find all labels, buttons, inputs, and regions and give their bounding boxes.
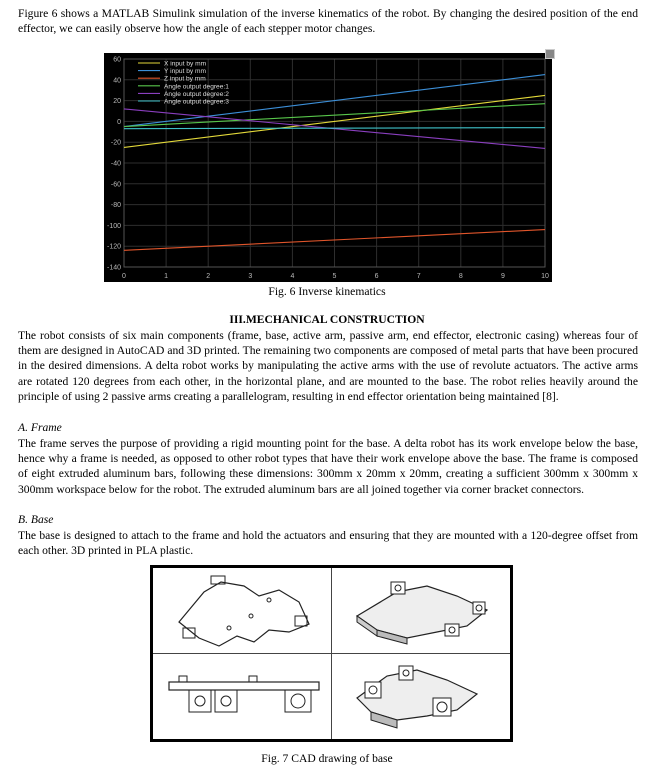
x-tick-label: 5: [332, 273, 337, 280]
legend-label: X input by mm: [164, 60, 207, 68]
y-tick-label: 20: [113, 98, 121, 106]
cad-top-view: [159, 572, 327, 650]
y-tick-label: 40: [113, 77, 121, 85]
y-tick-label: -80: [110, 202, 121, 210]
subsection-a-heading: A. Frame: [18, 421, 62, 434]
y-tick-label: -60: [110, 181, 121, 189]
y-tick-label: 60: [113, 56, 121, 64]
x-tick-label: 10: [541, 273, 549, 280]
x-tick-label: 6: [374, 273, 379, 280]
series-line: [124, 128, 545, 129]
legend-label: Angle output degree:2: [164, 90, 229, 98]
base-paragraph: The base is designed to attach to the frame and hold the actuators and ensuring that they are mounted with a 120-degree offset from each other. 3D printed in PLA plastic.: [18, 529, 638, 558]
section-title: III.MECHANICAL CONSTRUCTION: [229, 313, 425, 326]
fig7-caption: Fig. 7 CAD drawing of base: [261, 752, 393, 765]
intro-paragraph: Figure 6 shows a MATLAB Simulink simulation of the inverse kinematics of the robot. By changing the desired position of the end effector, we can easily observe how the angle of each stepper motor changes.: [18, 7, 638, 36]
x-tick-label: 2: [206, 273, 211, 280]
y-tick-label: -20: [110, 139, 121, 147]
cad-isometric-view-1: [337, 572, 505, 650]
fig6-caption: Fig. 6 Inverse kinematics: [268, 285, 386, 298]
x-tick-label: 9: [500, 273, 505, 280]
x-tick-label: 8: [458, 273, 463, 280]
cad-divider-horizontal: [153, 653, 510, 654]
x-tick-label: 7: [416, 273, 421, 280]
legend-label: Y input by mm: [164, 68, 207, 76]
simulink-scope-chart: [104, 53, 552, 282]
section-paragraph: The robot consists of six main components (frame, base, active arm, passive arm, end effector, electronic casing) whereas four of them are designed in AutoCAD and 3D printed. The remaining two components are composed of metal parts that have been procured in the desired dimensions. A delta robot works by manipulating the active arms with the use of revolute actuators. The active arms are rotated 120 degrees from each other, in the horizontal plane, and are mounted to the base. The robot relies heavily around the principle of using 2 passive arms creating a parallelogram, resulting in end effector orientation being maintained [8].: [18, 329, 638, 403]
scope-expand-icon[interactable]: [545, 49, 555, 59]
x-tick-label: 0: [122, 273, 126, 280]
y-tick-label: -100: [106, 222, 121, 230]
subsection-b-heading: B. Base: [18, 513, 54, 526]
y-tick-label: 0: [117, 118, 121, 126]
cad-drawing-figure: [150, 565, 513, 742]
y-tick-label: -140: [106, 264, 121, 272]
legend-label: Angle output degree:1: [164, 83, 229, 91]
legend-label: Z input by mm: [164, 75, 206, 83]
y-tick-label: -120: [106, 243, 121, 251]
x-tick-label: 1: [164, 273, 169, 280]
cad-isometric-view-2: [337, 658, 505, 736]
frame-paragraph: The frame serves the purpose of providing a rigid mounting point for the base. A delta robot has its work envelope below the base, hence why a frame is needed, as opposed to other robot types that have their work envelope above the base. The frame is composed of eight extruded aluminum bars, following these dimensions: 300mm x 20mm x 20mm, creating a sufficient 300mm x 300mm x 300mm workspace below for the robot. The extruded aluminum bars are all joined together via corner bracket connectors.: [18, 437, 638, 496]
legend-label: Angle output degree:3: [164, 98, 229, 106]
x-tick-label: 3: [248, 273, 253, 280]
x-tick-label: 4: [290, 273, 295, 280]
chart-plot-area: [104, 53, 552, 282]
y-tick-label: -40: [110, 160, 121, 168]
cad-side-view: [159, 658, 327, 736]
